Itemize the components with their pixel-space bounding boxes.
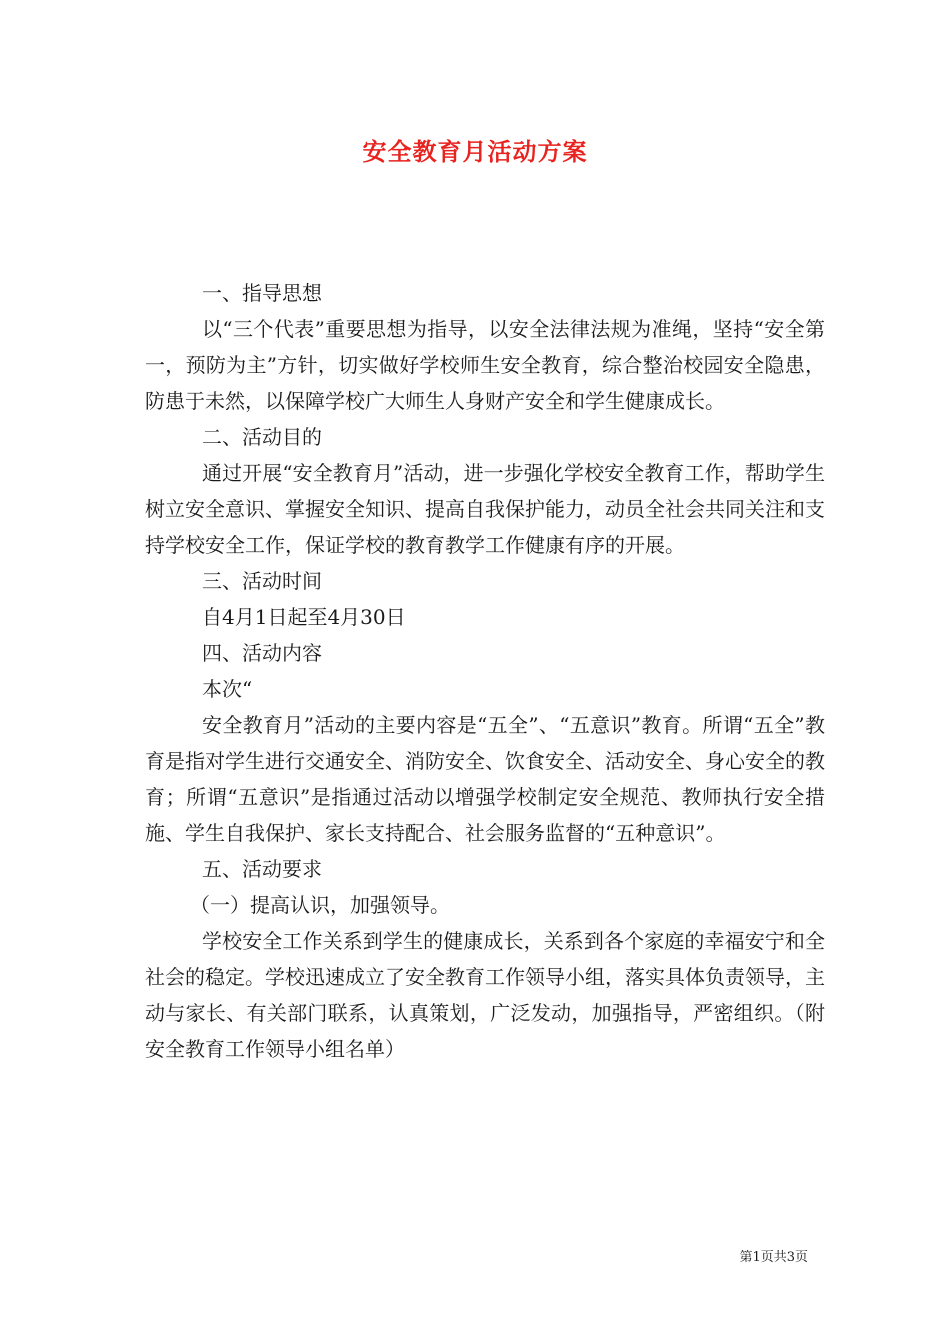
section-5-body: 学校安全工作关系到学生的健康成长，关系到各个家庭的幸福安宁和全社会的稳定。学校迅速成立了安全教育工作领导小组，落实具体负责领导，主动与家长、有关部门联系，认真策划，广泛发动，加强指导，严密组织。（附安全教育工作领导小组名单） — [145, 929, 825, 1061]
section-4-heading: 四、活动内容 — [202, 641, 322, 665]
section-1-body: 以“三个代表”重要思想为指导，以安全法律法规为准绳，坚持“安全第一，预防为主”方针，切实做好学校师生安全教育，综合整治校园安全隐患，防患于未然，以保障学校广大师生人身财产安全和学生健康成长。 — [145, 317, 825, 413]
document-title: 安全教育月活动方案 — [362, 137, 588, 166]
section-1-heading: 一、指导思想 — [202, 281, 322, 305]
section-4-body: 安全教育月”活动的主要内容是“五全”、“五意识”教育。所谓“五全”教育是指对学生进行交通安全、消防安全、饮食安全、活动安全、身心安全的教育；所谓“五意识”是指通过活动以增强学校制定安全规范、教师执行安全措施、学生自我保护、家长支持配合、社会服务监督的“五种意识”。 — [145, 713, 825, 845]
section-2-body: 通过开展“安全教育月”活动，进一步强化学校安全教育工作，帮助学生树立安全意识、掌握安全知识、提高自我保护能力，动员全社会共同关注和支持学校安全工作，保证学校的教育教学工作健康有序的开展。 — [145, 461, 825, 557]
page-number-footer: 第1页共3页 — [739, 1250, 808, 1265]
section-5-heading: 五、活动要求 — [202, 857, 322, 881]
section-4-lead: 本次“ — [202, 677, 253, 701]
section-3-heading: 三、活动时间 — [202, 569, 322, 593]
section-2-heading: 二、活动目的 — [202, 425, 322, 449]
section-5-sub-1: （一）提高认识，加强领导。 — [190, 893, 450, 917]
document-body — [145, 275, 825, 1067]
section-3-body: 自4月1日起至4月30日 — [202, 605, 406, 629]
